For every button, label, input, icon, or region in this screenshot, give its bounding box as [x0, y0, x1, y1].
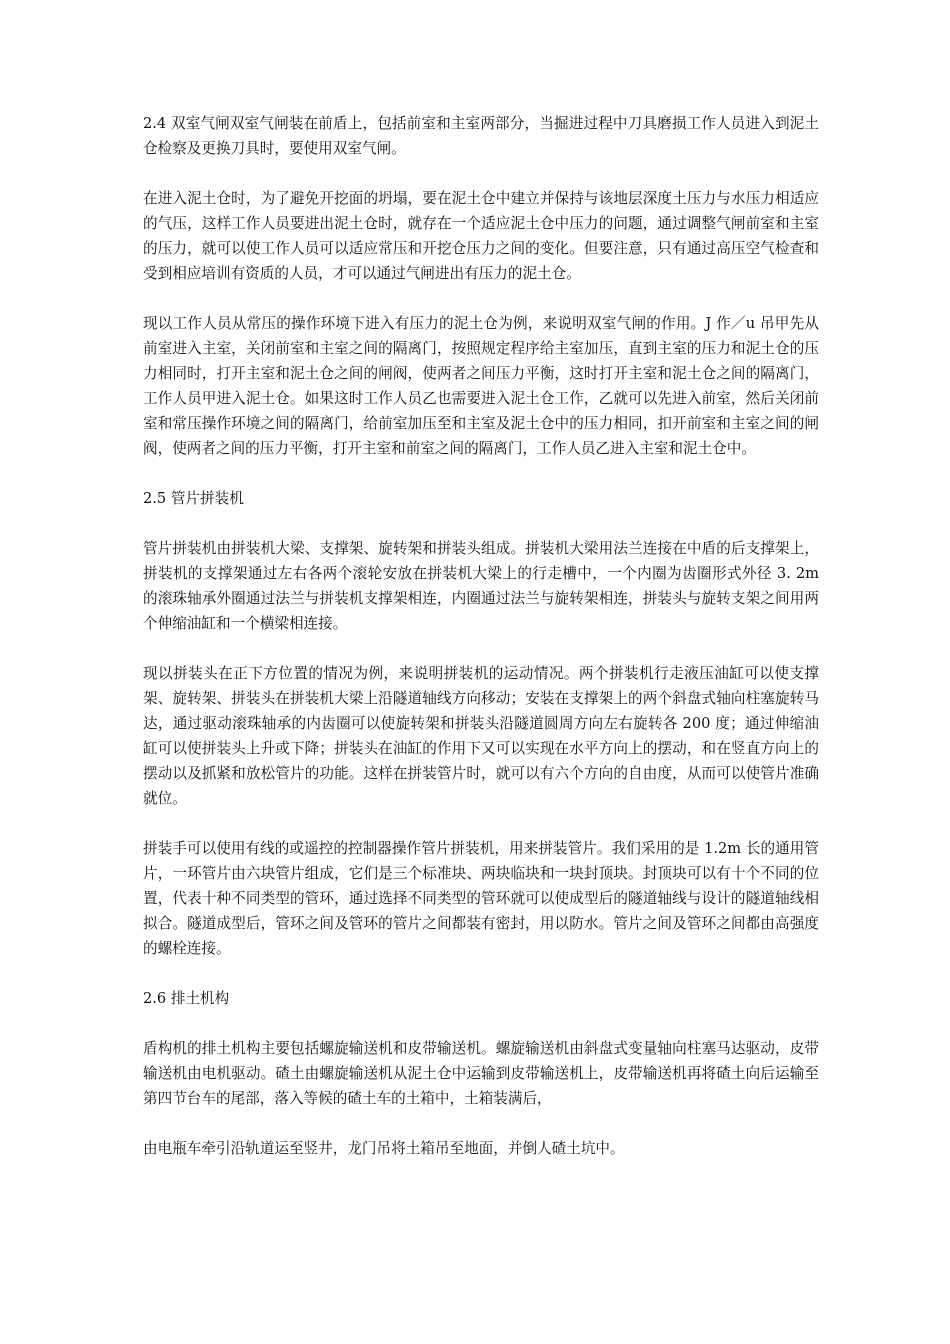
paragraph-erector-motion: 现以拼装头在正下方位置的情况为例，来说明拼装机的运动情况。两个拼装机行走液压油缸可以使支撑架、旋转架、拼装头在拼装机大梁上沿隧道轴线方向移动；安装在支撑架上的两个斜盘式轴向柱塞旋转马达，通过驱动滚珠轴承的内齿圈可以使旋转架和拼装头沿隧道圆周方向左右旋转各 200 度；通过伸缩油缸可以使拼装头上升或下降；拼装头在油缸的作用下又可以实现在水平方向上的摆动，和在竖直方向上的摆动以及抓紧和放松管片的功能。这样在拼装管片时，就可以有六个方向的自由度，从而可以使管片准确就位。 — [143, 665, 819, 807]
paragraph-erector-structure: 管片拼装机由拼装机大梁、支撑架、旋转架和拼装头组成。拼装机大梁用法兰连接在中盾的后支撑架上，拼装机的支撑架通过左右各两个滚轮安放在拼装机大梁上的行走槽中，一个内圈为齿圈形式外径 3. 2m 的滚珠轴承外圈通过法兰与拼装机支撑架相连，内圈通过法兰与旋转架相连，拼装头与旋转支架之间用两个伸缩油缸和一个横梁相连接。 — [143, 540, 819, 632]
section-heading-spoil-removal: 2.6 排土机构 — [143, 990, 230, 1007]
section-heading-segment-erector: 2.5 管片拼装机 — [143, 490, 244, 507]
paragraph-double-airlock-intro: 2.4 双室气闸双室气闸装在前盾上，包括前室和主室两部分，当掘进过程中刀具磨损工作人员进入到泥土仓检察及更换刀具时，要使用双室气闸。 — [143, 115, 819, 157]
paragraph-spoil-conveyors: 盾构机的排土机构主要包括螺旋输送机和皮带输送机。螺旋输送机由斜盘式变量轴向柱塞马达驱动，皮带输送机由电机驱动。碴土由螺旋输送机从泥土仓中运输到皮带输送机上，皮带输送机再将碴土向后运输至第四节台车的尾部，落入等候的碴土车的土箱中，土箱装满后， — [143, 1040, 819, 1107]
paragraph-erector-operation: 拼装手可以使用有线的或遥控的控制器操作管片拼装机，用来拼装管片。我们采用的是 1.2m 长的通用管片，一环管片由六块管片组成，它们是三个标准块、两块临块和一块封顶块。封顶块可以有十个不同的位置，代表十种不同类型的管环，通过选择不同类型的管环就可以使成型后的隧道轴线与设计的隧道轴线相拟合。隧道成型后，管环之间及管环的管片之间都装有密封，用以防水。管片之间及管环之间都由高强度的螺栓连接。 — [143, 840, 819, 957]
paragraph-spoil-transport: 由电瓶车牵引沿轨道运至竖井，龙门吊将土箱吊至地面，并倒人碴土坑中。 — [143, 1140, 625, 1157]
paragraph-airlock-pressure: 在进入泥土仓时，为了避免开挖面的坍塌，要在泥土仓中建立并保持与该地层深度土压力与水压力相适应的气压，这样工作人员要进出泥土仓时，就存在一个适应泥土仓中压力的问题，通过调整气闸前室和主室的压力，就可以使工作人员可以适应常压和开挖仓压力之间的变化。但要注意，只有通过高压空气检查和受到相应培训有资质的人员，才可以通过气闸进出有压力的泥土仓。 — [143, 190, 819, 282]
document-page — [143, 111, 819, 1186]
paragraph-airlock-example: 现以工作人员从常压的操作环境下进入有压力的泥土仓为例，来说明双室气闸的作用。J 作／u 吊甲先从前室进入主室，关闭前室和主室之间的隔离门，按照规定程序给主室加压，直到主室的压力和泥土仓的压力相同时，打开主室和泥土仓之间的闸阀，使两者之间压力平衡，这时打开主室和泥土仓之间的隔离门，工作人员甲进入泥土仓。如果这时工作人员乙也需要进入泥土仓工作，乙就可以先进入前室，然后关闭前室和常压操作环境之间的隔离门，给前室加压至和主室及泥土仓中的压力相同，扣开前室和主室之间的闸阀，使两者之间的压力平衡，打开主室和前室之间的隔离门，工作人员乙进入主室和泥土仓中。 — [143, 315, 819, 457]
